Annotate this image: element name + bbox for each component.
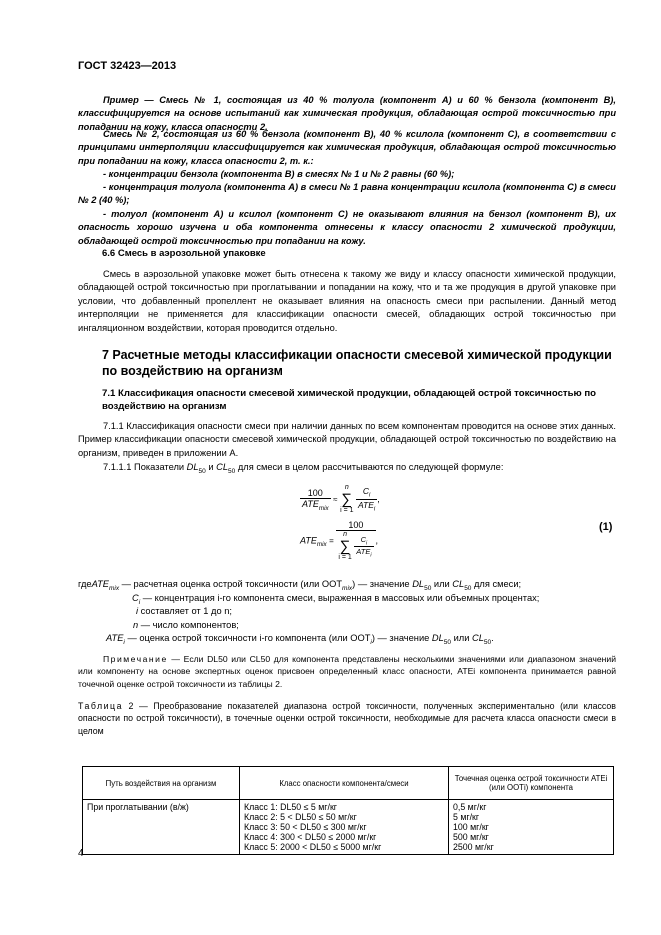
class-item: Класс 5: 2000 < DL50 ≤ 5000 мг/кг — [244, 842, 382, 852]
equation-number: (1) — [599, 521, 613, 533]
definition-ci: $C_i$ — концентрация i-го компонента смеси, выраженная в массовых или объемных процентах; — [132, 593, 540, 606]
class-item: Класс 2: 5 < DL50 ≤ 50 мг/кг — [244, 812, 357, 822]
point-item: 0,5 мг/кг — [453, 802, 487, 812]
definition-atei: $ATE_i$ — оценка острой токсичности i-го компонента (или $ООТ_i$) — значение $DL_{50}$ или $CL_{50}$. — [106, 633, 494, 646]
point-item: 2500 мг/кг — [453, 842, 494, 852]
table-row — [83, 800, 614, 855]
section-7-heading: 7 Расчетные методы классификации опасности смесевой химической продукции по воздействию на организм — [102, 348, 612, 378]
point-item: 5 мг/кг — [453, 812, 480, 822]
example-paragraph-3: - концентрации бензола (компонента В) в смесях № 1 и № 2 равны (60 %); — [103, 169, 455, 179]
table-cell-route: При проглатывании (в/ж) — [83, 800, 240, 855]
note-paragraph: Примечание — Если DL50 или CL50 для компонента представлены несколькими значениями или диапазоном значений или компоненту на основе экспертных оценок присвоен определенный класс опасности, ATEi компонента принимается равной точечной оценке острой токсичности из таблицы 2. — [78, 654, 616, 689]
point-item: 500 мг/кг — [453, 832, 489, 842]
table-caption: Таблица 2 — Преобразование показателей диапазона острой токсичности, полученных экспериментально (или классов опасности по острой токсичности), в точечные оценки острой токсичности, необходимые для расчета класса опасности смеси в целом — [78, 701, 616, 736]
section-6-6-text: Смесь в аэрозольной упаковке может быть отнесена к такому же виду и классу опасности химической продукции, обладающей острой токсичностью при проглатывании и попадании на кожу, что и та же продукция в другой упаковке при условии, что добавленный пропеллент не оказывает влияния на опасность смеси при распылении. Данный метод интерполяции не применяется для классификации опасности смесей, обладающих острой токсичностью при ингаляционном воздействии, которая проводится отдельно. — [78, 269, 616, 333]
table-header-class: Класс опасности компонента/смеси — [240, 767, 449, 800]
table-header-point: Точечная оценка острой токсичности ATEi (или ООТi) компонента — [449, 767, 614, 800]
section-6-6-heading: 6.6 Смесь в аэрозольной упаковке — [102, 248, 266, 259]
definition-i: i составляет от 1 до n; — [136, 606, 232, 616]
example-paragraph-1: Пример — Смесь № 1, состоящая из 40 % толуола (компонент А) и 60 % бензола (компонент В), классифицируется на основе испытаний как химическая продукция, обладающая острой токсичностью при попадании на кожу, класса опасности 2. — [78, 95, 616, 132]
toxicity-table — [82, 766, 614, 855]
table-cell-classes — [240, 800, 449, 855]
point-item: 100 мг/кг — [453, 822, 489, 832]
example-paragraph-2: Смесь № 2, состоящая из 60 % бензола (компонент В), 40 % ксилола (компонент С), в соответствии с принципами интерполяции классифицируется как химическая продукция, обладающая острой токсичностью при попадании на кожу, класса опасности 2, т. к.: — [78, 129, 616, 166]
definition-atemix: гдеATE$_{mix}$ — расчетная оценка острой токсичности (или $ООТ_{mix}$) — значение $DL_{50}$ или $CL_{50}$ для смеси; — [78, 579, 522, 592]
class-item: Класс 3: 50 < DL50 ≤ 300 мг/кг — [244, 822, 367, 832]
section-7-1-1-1-text: 7.1.1.1 Показатели $DL_{50}$ и $CL_{50}$ для смеси в целом рассчитываются по следующей формуле: — [103, 462, 504, 475]
table-header-route: Путь воздействия на организм — [83, 767, 240, 800]
example-paragraph-4: - концентрация толуола (компонента А) в смеси № 1 равна концентрации ксилола (компонента С) в смеси № 2 (40 %); — [78, 182, 616, 206]
table-header-row — [83, 767, 614, 800]
definition-n: n — число компонентов; — [133, 620, 239, 630]
section-7-1-heading: 7.1 Классификация опасности смесевой химической продукции, обладающей острой токсичностью по воздействию на организм — [102, 388, 597, 413]
class-item: Класс 1: DL50 ≤ 5 мг/кг — [244, 802, 338, 812]
example-paragraph-5: - толуол (компонент А) и ксилол (компонент С) не оказывают влияния на бензол (компонент В), их опасность хорошо изучена и оба компонента отнесены к классу опасности 2 химической продукции, обладающей острой токсичностью при попадании на кожу. — [78, 209, 616, 246]
document-header: ГОСТ 32423—2013 — [78, 60, 177, 72]
page-number: 4 — [78, 848, 84, 859]
formula-line-1: $\frac{100}{ATE_{mix}}$ ≈ n ∑ i = 1 $\frac{C_i}{ATE_i}$ , — [302, 484, 380, 514]
formula-line-2: $ATE_{mix}$ = 100 n ∑ i = 1 $\frac{C_i}{ATE_i}$ , — [300, 520, 379, 561]
section-7-1-1-text: 7.1.1 Классификация опасности смеси при наличии данных по всем компонентам проводится на основе этих данных. Пример классификации опасности смесевой химической продукции, обладающей острой токсичностью по воздействию на организм, приведен в приложении А. — [78, 421, 616, 458]
class-item: Класс 4: 300 < DL50 ≤ 2000 мг/кг — [244, 832, 377, 842]
table-cell-points — [449, 800, 614, 855]
